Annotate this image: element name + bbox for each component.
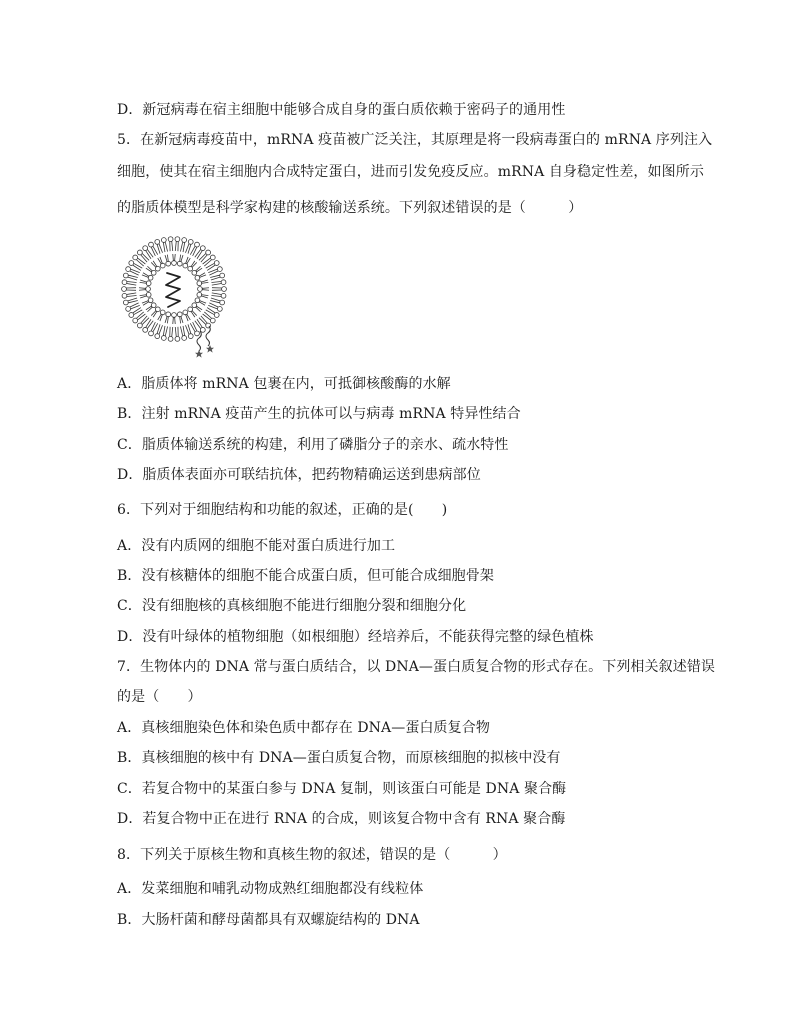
- phospholipid-tail: [140, 280, 147, 282]
- phospholipid-head: [166, 312, 171, 317]
- phospholipid-head: [195, 331, 200, 336]
- phospholipid-tail: [127, 282, 137, 283]
- phospholipid-bilayer: [122, 237, 227, 342]
- phospholipid-tail: [167, 255, 168, 262]
- phospholipid-tail: [139, 288, 146, 289]
- phospholipid-head: [122, 280, 127, 285]
- phospholipid-head: [217, 307, 222, 312]
- q7-stem-line-1: 7．生物体内的 DNA 常与蛋白质结合，以 DNA—蛋白质复合物的形式存在。下列相关叙述错误: [117, 659, 716, 675]
- phospholipid-tail: [210, 275, 219, 277]
- phospholipid-tail: [165, 255, 167, 262]
- phospholipid-tail: [151, 247, 155, 256]
- phospholipid-tail: [201, 280, 208, 282]
- phospholipid-head: [198, 287, 203, 292]
- phospholipid-tail: [183, 243, 185, 252]
- phospholipid-head: [143, 246, 148, 251]
- phospholipid-tail: [183, 326, 185, 335]
- phospholipid-tail: [173, 317, 174, 324]
- q5-option-a: A．脂质体将 mRNA 包裹在内，可抵御核酸酶的水解: [117, 376, 451, 392]
- phospholipid-tail: [210, 301, 219, 303]
- phospholipid-tail: [181, 316, 183, 323]
- phospholipid-head: [182, 336, 187, 341]
- phospholipid-tail: [151, 322, 155, 331]
- phospholipid-head: [122, 293, 127, 298]
- phospholipid-tail: [193, 322, 197, 331]
- phospholipid-head: [168, 237, 173, 242]
- phospholipid-tail: [190, 246, 195, 254]
- phospholipid-tail: [207, 265, 215, 270]
- phospholipid-tail: [211, 282, 221, 283]
- phospholipid-tail: [165, 326, 167, 335]
- phospholipid-head: [217, 267, 222, 272]
- phospholipid-tail: [195, 250, 201, 258]
- phospholipid-head: [149, 242, 154, 247]
- phospholipid-head: [210, 255, 215, 260]
- phospholipid-tail: [195, 321, 201, 329]
- phospholipid-tail: [128, 301, 137, 303]
- phospholipid-head: [175, 237, 180, 242]
- phospholipid-tail: [201, 296, 208, 298]
- phospholipid-head: [137, 323, 142, 328]
- phospholipid-head: [146, 281, 151, 286]
- phospholipid-head: [133, 318, 138, 323]
- phospholipid-tail: [147, 250, 153, 258]
- phospholipid-tail: [140, 296, 147, 298]
- phospholipid-tail: [147, 321, 153, 329]
- q6-stem: 6．下列对于细胞结构和功能的叙述，正确的是( ): [117, 502, 448, 518]
- phospholipid-tail: [133, 265, 141, 270]
- phospholipid-tail: [127, 293, 136, 295]
- phospholipid-head: [126, 307, 131, 312]
- phospholipid-tail: [128, 298, 137, 301]
- phospholipid-head: [143, 327, 148, 332]
- phospholipid-tail: [127, 295, 137, 296]
- phospholipid-head: [172, 261, 177, 266]
- phospholipid-tail: [165, 242, 167, 251]
- q5-stem-line-1: 5．在新冠病毒疫苗中，mRNA 疫苗被广泛关注，其原理是将一段病毒蛋白的 mRNA 序列注入: [117, 132, 713, 148]
- antibody-marker-2: [206, 345, 214, 353]
- q7-option-a: A．真核细胞染色体和染色质中都存在 DNA—蛋白质复合物: [117, 720, 490, 736]
- phospholipid-head: [182, 238, 187, 243]
- phospholipid-tail: [173, 254, 174, 261]
- q6-option-d: D．没有叶绿体的植物细胞（如根细胞）经培养后，不能获得完整的绿色植株: [117, 629, 594, 645]
- phospholipid-head: [195, 242, 200, 247]
- phospholipid-head: [146, 287, 151, 292]
- q5-stem-line-3: 的脂质体模型是科学家构建的核酸输送系统。下列叙述错误的是（ ）: [117, 200, 583, 216]
- phospholipid-tail: [175, 317, 176, 324]
- liposome-diagram: [118, 231, 230, 359]
- q5-stem-line-2: 细胞，使其在宿主细胞内合成特定蛋白，进而引发免疫反应。mRNA 自身稳定性差，如图所示: [117, 164, 704, 180]
- phospholipid-tail: [128, 277, 137, 280]
- q7-option-d: D．若复合物中正在进行 RNA 的合成，则该复合物中含有 RNA 聚合酶: [117, 811, 566, 827]
- phospholipid-tail: [201, 295, 208, 296]
- phospholipid-tail: [153, 246, 158, 254]
- q7-option-b: B．真核细胞的核中有 DNA—蛋白质复合物，而原核细胞的拟核中没有: [117, 750, 561, 766]
- phospholipid-tail: [211, 298, 220, 301]
- phospholipid-tail: [207, 308, 215, 313]
- phospholipid-head: [129, 313, 134, 318]
- q6-option-c: C．没有细胞核的真核细胞不能进行细胞分裂和细胞分化: [117, 598, 467, 614]
- q6-option-b: B．没有核糖体的细胞不能合成蛋白质，但可能合成细胞骨架: [117, 568, 494, 584]
- phospholipid-head: [220, 273, 225, 278]
- q7-option-c: C．若复合物中的某蛋白参与 DNA 复制，则该蛋白可能是 DNA 聚合酶: [117, 781, 567, 797]
- phospholipid-tail: [202, 290, 209, 291]
- phospholipid-head: [177, 312, 182, 317]
- phospholipid-tail: [180, 242, 182, 251]
- q7-stem-line-2: 的是（ ）: [117, 689, 202, 705]
- phospholipid-head: [175, 336, 180, 341]
- phospholipid-head: [221, 280, 226, 285]
- phospholipid-head: [137, 250, 142, 255]
- phospholipid-head: [188, 334, 193, 339]
- phospholipid-head: [220, 300, 225, 305]
- phospholipid-tail: [172, 327, 173, 337]
- phospholipid-head: [200, 327, 205, 332]
- phospholipid-tail: [212, 293, 221, 295]
- phospholipid-head: [221, 293, 226, 298]
- phospholipid-tail: [202, 288, 209, 289]
- phospholipid-head: [149, 331, 154, 336]
- phospholipid-tail: [211, 277, 220, 280]
- mrna-strand: [166, 273, 180, 307]
- phospholipid-tail: [140, 282, 147, 283]
- phospholipid-tail: [193, 247, 197, 256]
- phospholipid-head: [177, 261, 182, 266]
- phospholipid-head: [155, 334, 160, 339]
- phospholipid-head: [166, 261, 171, 266]
- phospholipid-tail: [139, 290, 146, 291]
- phospholipid-head: [122, 287, 127, 292]
- phospholipid-tail: [211, 295, 221, 296]
- phospholipid-tail: [175, 254, 176, 261]
- phospholipid-head: [161, 238, 166, 243]
- phospholipid-tail: [167, 316, 168, 323]
- q8-option-b: B．大肠杆菌和酵母菌都具有双螺旋结构的 DNA: [117, 912, 420, 928]
- q5-option-b: B．注射 mRNA 疫苗产生的抗体可以与病毒 mRNA 特异性结合: [117, 406, 521, 422]
- antibody-marker-1: [195, 350, 203, 358]
- phospholipid-tail: [180, 316, 181, 323]
- antibody-tail-2: [206, 326, 210, 346]
- q8-option-a: A．发菜细胞和哺乳动物成熟红细胞都没有线粒体: [117, 881, 424, 897]
- phospholipid-head: [197, 281, 202, 286]
- q5-option-d: D．脂质体表面亦可联结抗体，把药物精确运送到患病部位: [117, 467, 481, 483]
- phospholipid-tail: [172, 241, 173, 251]
- phospholipid-tail: [175, 241, 176, 251]
- q4-option-d: D．新冠病毒在宿主细胞中能够合成自身的蛋白质依赖于密码子的通用性: [117, 102, 566, 118]
- phospholipid-head: [214, 261, 219, 266]
- phospholipid-head: [133, 255, 138, 260]
- phospholipid-tail: [201, 282, 208, 283]
- q5-option-c: C．脂质体输送系统的构建，利用了磷脂分子的亲水、疏水特性: [117, 437, 509, 453]
- phospholipid-head: [214, 313, 219, 318]
- phospholipid-head: [206, 250, 211, 255]
- phospholipid-tail: [212, 284, 221, 286]
- phospholipid-head: [172, 313, 177, 318]
- phospholipid-tail: [127, 284, 136, 286]
- phospholipid-tail: [163, 243, 165, 252]
- phospholipid-head: [129, 261, 134, 266]
- phospholipid-head: [155, 239, 160, 244]
- phospholipid-head: [188, 239, 193, 244]
- phospholipid-tail: [175, 327, 176, 337]
- phospholipid-tail: [140, 295, 147, 296]
- phospholipid-head: [126, 267, 131, 272]
- phospholipid-tail: [163, 326, 165, 335]
- phospholipid-head: [168, 336, 173, 341]
- phospholipid-head: [161, 336, 166, 341]
- phospholipid-head: [197, 292, 202, 297]
- q8-stem: 8．下列关于原核生物和真核生物的叙述，错误的是（ ）: [117, 847, 507, 863]
- phospholipid-tail: [180, 326, 182, 335]
- phospholipid-head: [146, 292, 151, 297]
- phospholipid-tail: [128, 275, 137, 277]
- phospholipid-head: [210, 318, 215, 323]
- phospholipid-head: [200, 246, 205, 251]
- phospholipid-tail: [133, 308, 141, 313]
- phospholipid-head: [123, 300, 128, 305]
- phospholipid-tail: [153, 323, 158, 331]
- phospholipid-head: [123, 273, 128, 278]
- phospholipid-tail: [180, 255, 181, 262]
- phospholipid-head: [222, 287, 227, 292]
- phospholipid-tail: [165, 316, 167, 323]
- q6-option-a: A．没有内质网的细胞不能对蛋白质进行加工: [117, 538, 396, 554]
- phospholipid-tail: [181, 255, 183, 262]
- phospholipid-tail: [190, 323, 195, 331]
